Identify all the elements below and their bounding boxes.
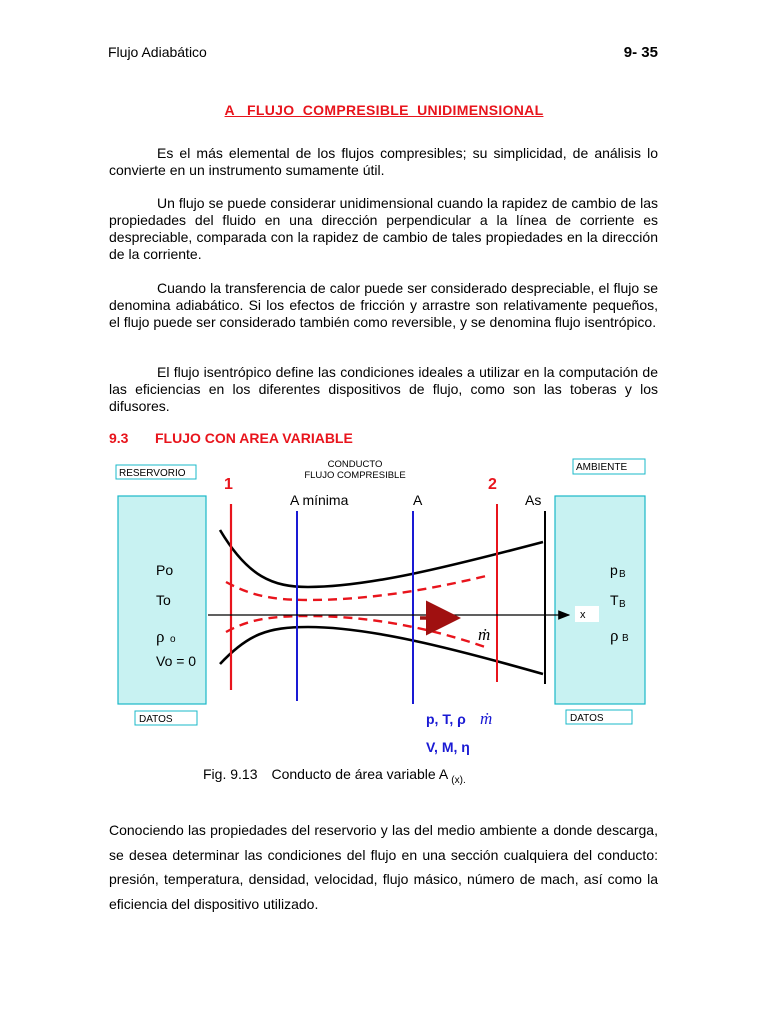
ambient-pressure-subscript: B (619, 569, 626, 580)
x-axis-label: x (580, 609, 586, 621)
datos-left-label: DATOS (139, 714, 173, 725)
duct-label-line-2: FLUJO COMPRESIBLE (304, 470, 406, 481)
section-props-line-1: p, T, ρ (426, 711, 466, 727)
ambient-box (555, 496, 645, 704)
duct-label-line-1: CONDUCTO (327, 459, 383, 470)
paragraph-3: Cuando la transferencia de calor puede ser considerado despreciable, el flujo se denomina adiabático. Si los efectos de fricción y arrastre son relativamente pequeños, el flujo puede ser considerado también como reversible, y se denomina flujo isentrópico. (109, 280, 658, 330)
duct-lower-wall (220, 627, 543, 674)
variable-area-duct-figure (108, 452, 668, 762)
ambient-density: ρ (610, 626, 619, 645)
subsection-title: FLUJO CON AREA VARIABLE (155, 430, 353, 446)
reservoir-density-subscript: o (170, 634, 176, 645)
paragraph-4: El flujo isentrópico define las condiciones ideales a utilizar en la computación de las eficiencias en los diferentes dispositivos de flujo, como son las toberas y los difusores. (109, 364, 658, 414)
figure-number: Fig. 9.13 (203, 766, 258, 782)
reservoir-label: RESERVORIO (119, 468, 186, 479)
ambient-density-subscript: B (622, 633, 629, 644)
header-chapter-title: Flujo Adiabático (108, 44, 207, 60)
figure-caption-text: Conducto de área variable A (271, 766, 448, 782)
running-header (108, 44, 658, 64)
a-min-label: A mínima (290, 492, 349, 508)
ambient-label: AMBIENTE (576, 462, 628, 473)
reservoir-density: ρ (156, 627, 165, 646)
ambient-temperature: T (610, 592, 619, 608)
reservoir-velocity: Vo = 0 (156, 653, 197, 669)
figure-caption (203, 766, 466, 786)
subsection-number: 9.3 (109, 430, 129, 446)
x-label-box (575, 606, 599, 622)
section-props-line-2: V, M, η (426, 739, 470, 755)
mass-flow-symbol: ṁ (478, 625, 491, 644)
subsection-heading (109, 430, 353, 446)
reservoir-temperature: To (156, 592, 171, 608)
section-2-label: 2 (488, 476, 497, 493)
duct-diagram-svg (108, 452, 668, 762)
section-1-label: 1 (224, 476, 233, 493)
paragraph-2: Un flujo se puede considerar unidimensional cuando la rapidez de cambio de las propiedades del fluido en una dirección perpendicular a la línea de corriente es despreciable, comparada con la rapidez de cambio de tales propiedades en la dirección de la corriente. (109, 195, 658, 262)
section-title: A FLUJO COMPRESIBLE UNIDIMENSIONAL (224, 102, 544, 118)
upper-streamline (226, 576, 486, 600)
section-props-mass-flow: ṁ (480, 709, 493, 728)
paragraph-1: Es el más elemental de los flujos compresibles; su simplicidad, de análisis lo convierte en un instrumento sumamente útil. (109, 145, 658, 178)
ambient-temperature-subscript: B (619, 599, 626, 610)
datos-right-label: DATOS (570, 713, 604, 724)
reservoir-pressure: Po (156, 562, 174, 578)
as-label: As (525, 492, 542, 508)
header-page-number: 9- 35 (623, 44, 658, 61)
closing-paragraph: Conociendo las propiedades del reservorio y las del medio ambiente a donde descarga, se desea determinar las condiciones del flujo en una sección cualquiera del conducto: presión, temperatura, densidad, velocidad, flujo másico, número de mach, así como la eficiencia del dispositivo utilizado. (109, 822, 658, 912)
figure-caption-subscript: (x). (451, 774, 466, 786)
duct-upper-wall (220, 530, 543, 587)
a-label: A (413, 492, 423, 508)
ambient-pressure: p (610, 562, 618, 578)
